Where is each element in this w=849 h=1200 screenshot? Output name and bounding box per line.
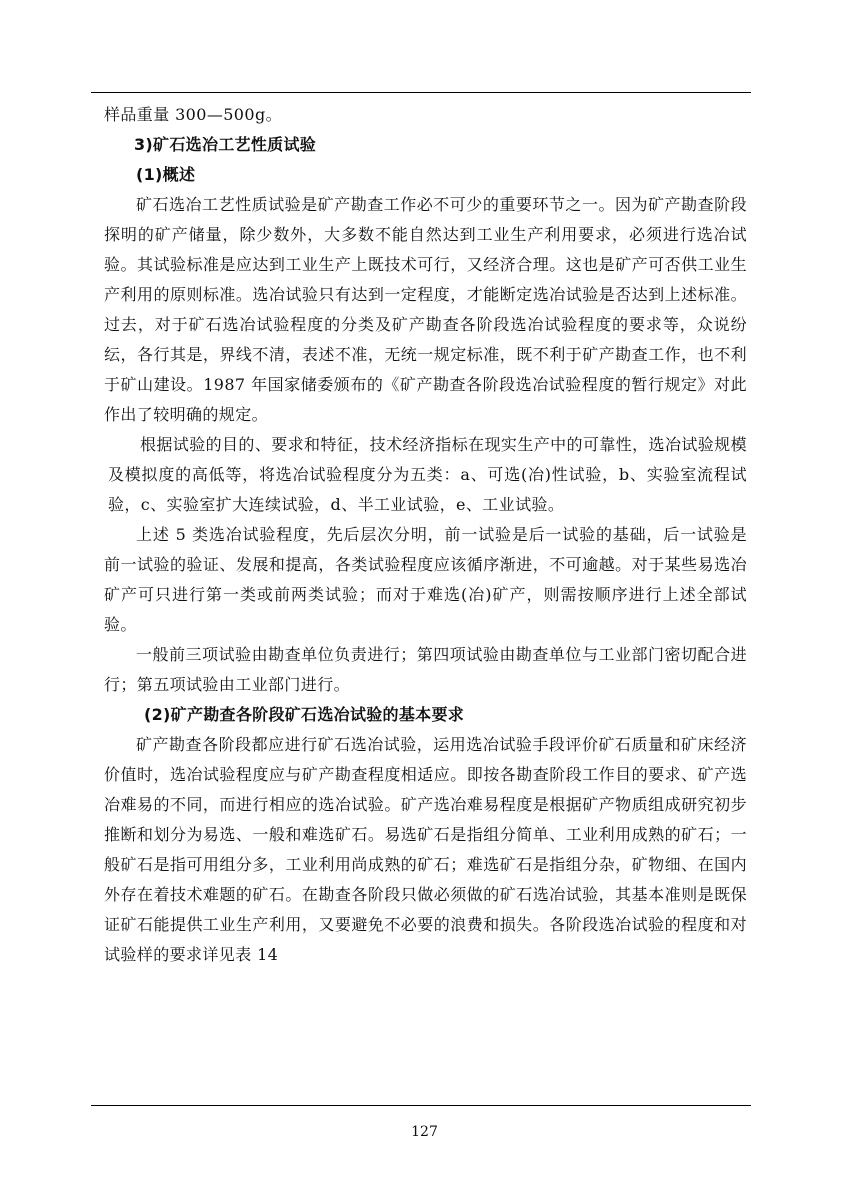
page-number: 127 bbox=[411, 1124, 438, 1140]
subheading-overview: (1)概述 bbox=[136, 165, 196, 184]
section-heading: 3)矿石选冶工艺性质试验 bbox=[134, 135, 317, 154]
paragraph: 上述 5 类选冶试验程度，先后层次分明，前一试验是后一试验的基础，后一试验是前一试验的验证、发展和提高，各类试验程度应该循序渐进，不可逾越。对于某些易选冶矿产可只进行第一类或前两类试验；而对于难选(冶)矿产，则需按顺序进行上述全部试验。 bbox=[104, 525, 747, 634]
footer-rule bbox=[91, 1105, 751, 1106]
header-rule bbox=[91, 92, 751, 93]
paragraph: 根据试验的目的、要求和特征，技术经济指标在现实生产中的可靠性，选冶试验规模及模拟度的高低等，将选冶试验程度分为五类：a、可选(冶)性试验，b、实验室流程试验，c、实验室扩大连续试验，d、半工业试验，e、工业试验。 bbox=[108, 435, 747, 514]
paragraph: 矿产勘查各阶段都应进行矿石选冶试验，运用选冶试验手段评价矿石质量和矿床经济价值时，选冶试验程度应与矿产勘查程度相适应。即按各勘查阶段工作目的要求、矿产选冶难易的不同，而进行相应的选冶试验。矿产选冶难易程度是根据矿产物质组成研究初步推断和划分为易选、一般和难选矿石。易选矿石是指组分简单、工业利用成熟的矿石；一般矿石是指可用组分多，工业利用尚成熟的矿石；难选矿石是指组分杂，矿物细、在国内外存在着技术难题的矿石。在勘查各阶段只做必须做的矿石选冶试验，其基本准则是既保证矿石能提供工业生产利用，又要避免不必要的浪费和损失。各阶段选冶试验的程度和对试验样的要求详见表 14 bbox=[104, 735, 747, 964]
paragraph: 矿石选冶工艺性质试验是矿产勘查工作必不可少的重要环节之一。因为矿产勘查阶段探明的矿产储量，除少数外，大多数不能自然达到工业生产利用要求，必须进行选冶试验。其试验标准是应达到工业生产上既技术可行，又经济合理。这也是矿产可否供工业生产利用的原则标准。选冶试验只有达到一定程度，才能断定选冶试验是否达到上述标准。过去，对于矿石选冶试验程度的分类及矿产勘查各阶段选冶试验程度的要求等，众说纷纭，各行其是，界线不清，表述不准，无统一规定标准，既不利于矿产勘查工作，也不利于矿山建设。1987 年国家储委颁布的《矿产勘查各阶段选冶试验程度的暂行规定》对此作出了较明确的规定。 bbox=[104, 195, 747, 424]
page-body bbox=[104, 100, 747, 970]
lead-line: 样品重量 300—500g。 bbox=[104, 105, 283, 124]
paragraph: 一般前三项试验由勘查单位负责进行；第四项试验由勘查单位与工业部门密切配合进行；第五项试验由工业部门进行。 bbox=[104, 645, 747, 694]
subheading-basic-requirements: (2)矿产勘查各阶段矿石选冶试验的基本要求 bbox=[144, 705, 465, 724]
